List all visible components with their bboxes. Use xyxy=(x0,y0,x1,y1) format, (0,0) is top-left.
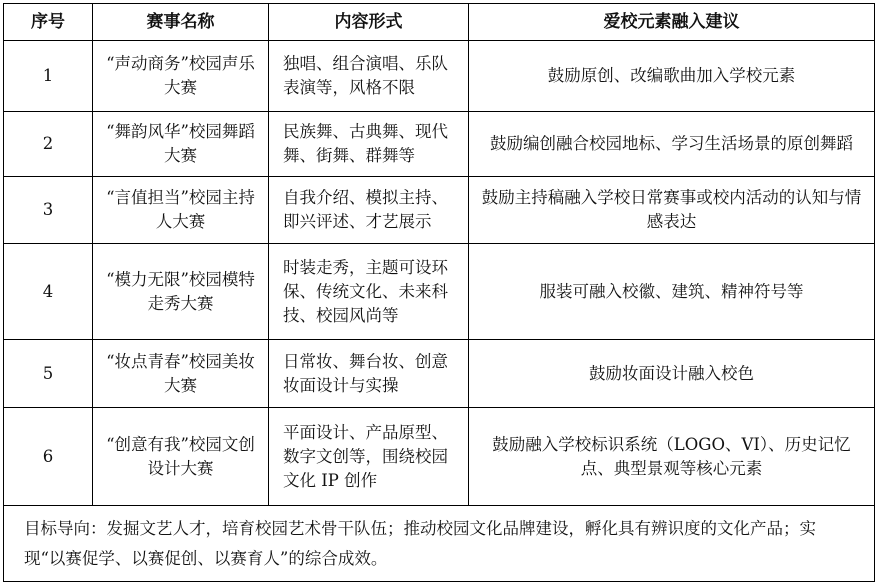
table-row xyxy=(4,340,875,408)
cell-name: “声动商务”校园声乐大赛 xyxy=(93,41,269,112)
cell-form: 民族舞、古典舞、现代舞、街舞、群舞等 xyxy=(269,112,469,177)
cell-suggestion: 鼓励融入学校标识系统（LOGO、VI）、历史记忆点、典型景观等核心元素 xyxy=(469,408,875,506)
cell-no: 5 xyxy=(4,340,93,408)
cell-form: 自我介绍、模拟主持、即兴评述、才艺展示 xyxy=(269,177,469,244)
cell-suggestion: 鼓励编创融合校园地标、学习生活场景的原创舞蹈 xyxy=(469,112,875,177)
cell-form: 日常妆、舞台妆、创意妆面设计与实操 xyxy=(269,340,469,408)
goal-text: 目标导向：发掘文艺人才，培育校园艺术骨干队伍；推动校园文化品牌建设，孵化具有辨识度的文化产品；实现“以赛促学、以赛促创、以赛育人”的综合成效。 xyxy=(4,506,875,582)
table-row xyxy=(4,41,875,112)
cell-no: 3 xyxy=(4,177,93,244)
cell-no: 2 xyxy=(4,112,93,177)
cell-no: 4 xyxy=(4,244,93,340)
header-name: 赛事名称 xyxy=(93,4,269,41)
cell-suggestion: 鼓励妆面设计融入校色 xyxy=(469,340,875,408)
cell-form: 独唱、组合演唱、乐队表演等，风格不限 xyxy=(269,41,469,112)
cell-name: “言值担当”校园主持人大赛 xyxy=(93,177,269,244)
cell-no: 6 xyxy=(4,408,93,506)
header-suggestion: 爱校元素融入建议 xyxy=(469,4,875,41)
table-header-row xyxy=(4,4,875,41)
cell-name: “妆点青春”校园美妆大赛 xyxy=(93,340,269,408)
header-form: 内容形式 xyxy=(269,4,469,41)
competition-table xyxy=(3,3,875,582)
cell-name: “模力无限”校园模特走秀大赛 xyxy=(93,244,269,340)
cell-form: 时装走秀，主题可设环保、传统文化、未来科技、校园风尚等 xyxy=(269,244,469,340)
cell-suggestion: 服装可融入校徽、建筑、精神符号等 xyxy=(469,244,875,340)
table-row xyxy=(4,177,875,244)
cell-no: 1 xyxy=(4,41,93,112)
cell-form: 平面设计、产品原型、数字文创等，围绕校园文化 IP 创作 xyxy=(269,408,469,506)
cell-suggestion: 鼓励原创、改编歌曲加入学校元素 xyxy=(469,41,875,112)
table-row xyxy=(4,112,875,177)
cell-suggestion: 鼓励主持稿融入学校日常赛事或校内活动的认知与情感表达 xyxy=(469,177,875,244)
goal-row xyxy=(4,506,875,582)
table-row xyxy=(4,408,875,506)
header-no: 序号 xyxy=(4,4,93,41)
cell-name: “舞韵风华”校园舞蹈大赛 xyxy=(93,112,269,177)
table-row xyxy=(4,244,875,340)
cell-name: “创意有我”校园文创设计大赛 xyxy=(93,408,269,506)
